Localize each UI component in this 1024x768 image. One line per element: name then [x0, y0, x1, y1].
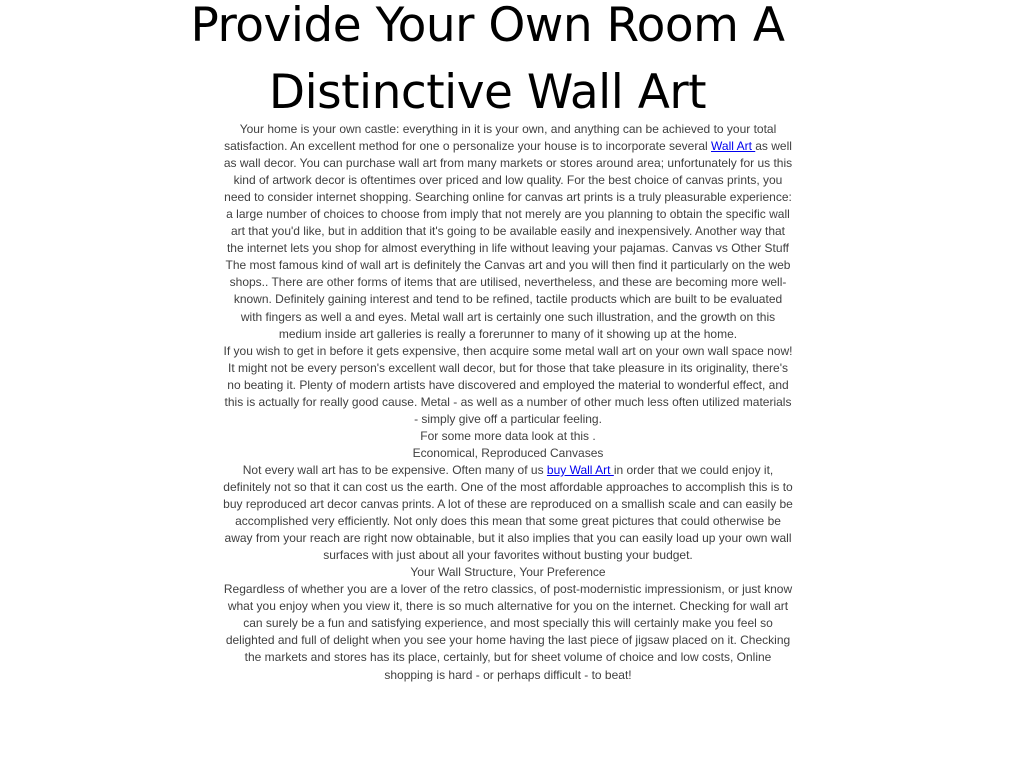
paragraph-more-data: For some more data look at this . — [420, 428, 596, 443]
page-title — [150, 0, 825, 126]
paragraph-metal: If you wish to get in before it gets expensive, then acquire some metal wall art on your own wall space now! It might not be every person's excellent wall decor, but for those that take pleasure in its originality, there's no beating it. Plenty of modern artists have discovered and employed the material to wonderful effect, and this is actually for really good cause. Metal - as well as a number of other much less often utilized materials - simply give off a particular feeling. — [223, 343, 793, 426]
title-line-1: Provide Your Own Room A — [190, 0, 785, 53]
paragraph-preference: Regardless of whether you are a lover of the retro classics, of post-modernistic impressionism, or just know what you enjoy when you view it, there is so much alternative for you on the internet. Checking for wall art can surely be a fun and satisfying experience, and most specially this will certainly make you feel so delighted and full of delight when you see your home having the last piece of jigsaw placed on it. Checking the markets and stores has its place, certainly, but for sheet volume of choice and low costs, Online shopping is hard - or perhaps difficult - to beat! — [223, 582, 793, 682]
paragraph-affordable-text-end: in order that we could enjoy it, definitely not so that it can cost us the earth. One of the most affordable approaches to accomplish this is to buy reproduced art decor canvas prints. A lot of these are reproduced on a smallish scale and can easily be accomplished very efficiently. Not only does this mean that some great pictures that could otherwise be away from your reach are right now obtainable, but it also implies that you can easily load up your own wall surfaces with just about all your favorites without busting your budget. — [223, 462, 793, 563]
heading-economical-canvases: Economical, Reproduced Canvases — [412, 445, 604, 460]
title-line-2: Distinctive Wall Art — [268, 65, 707, 120]
paragraph-affordable-text-start: Not every wall art has to be expensive. Often many of us — [242, 462, 547, 477]
paragraph-intro-text-start: Your home is your own castle: everything in it is your own, and anything can be achieved to your total satisfaction. An excellent method for one o personalize your house is to incorporate several — [224, 122, 777, 154]
paragraph-affordable — [222, 462, 794, 564]
wall-art-link[interactable]: Wall Art — [711, 139, 756, 154]
article-body — [222, 121, 794, 684]
buy-wall-art-link[interactable]: buy Wall Art — [546, 462, 614, 477]
paragraph-intro — [222, 121, 794, 257]
paragraph-intro-text-end: as well as wall decor. You can purchase wall art from many markets or stores around area; unfortunately for us this kind of artwork decor is oftentimes over priced and low quality. For the best choice of canvas prints, you need to consider internet shopping. Searching online for canvas art prints is a truly pleasurable experience: a large number of choices to choose from imply that not merely are you planning to obtain the specific wall art that you'd like, but in addition that it's going to be available easily and inexpensively. Another way that the internet lets you shop for almost everything in life without leaving your pajamas. Canvas vs Other Stuff — [223, 139, 793, 256]
paragraph-canvas: The most famous kind of wall art is definitely the Canvas art and you will then find it particularly on the web shops.. There are other forms of items that are utilised, nevertheless, and these are becoming more well-known. Definitely gaining interest and tend to be refined, tactile products which are built to be evaluated with fingers as well a and eyes. Metal wall art is certainly one such illustration, and the growth on this medium inside art galleries is really a forerunner to many of it showing up at the home. — [225, 258, 791, 341]
heading-wall-structure: Your Wall Structure, Your Preference — [410, 565, 606, 580]
